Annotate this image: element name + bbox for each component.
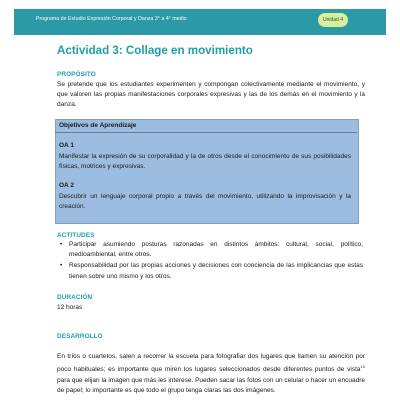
oa-1-code: OA 1 xyxy=(59,142,74,149)
desarrollo-heading: DESARROLLO xyxy=(57,333,103,340)
footnote-marker[interactable]: 10 xyxy=(360,364,365,370)
unit-label: Unidad 4 xyxy=(322,17,343,23)
bullet-icon: • xyxy=(60,262,63,270)
actitud-text: Participar asumiendo posturas razonadas en distintos ámbitos: cultural, social, político, medioambiental, entre otros. xyxy=(69,241,363,259)
list-item xyxy=(57,240,363,260)
actitudes-list xyxy=(57,240,363,283)
desarrollo-text-part-1: En tríos o cuartetos, salen a recorrer la escuela para fotografiar dos lugares que llamen su atención por poco habituales; es importante que miren los lugares seleccionados desde diferentes puntos de vista xyxy=(57,353,365,374)
desarrollo-text xyxy=(57,352,365,396)
oa-2-code: OA 2 xyxy=(59,182,74,189)
duracion-value: 12 horas xyxy=(57,304,83,311)
proposito-heading: PROPÓSITO xyxy=(57,71,96,78)
list-item xyxy=(57,261,363,281)
oa-1-text: Manifestar la expresión de su corporalidad y la de otros desde el conocimiento de sus posibilidades físicas, motrices y expresivas. xyxy=(59,153,351,171)
duracion-heading: DURACIÓN xyxy=(57,294,93,301)
objectives-heading: Objetivos de Aprendizaje xyxy=(59,122,137,129)
page-title: Actividad 3: Collage en movimiento xyxy=(57,44,253,57)
oa-2-text: Descubrir un lenguaje corporal propio a través del movimiento, utilizando la improvisación y la creación. xyxy=(59,193,351,211)
objectives-divider xyxy=(55,132,357,133)
bullet-icon: • xyxy=(60,241,63,248)
proposito-text: Se pretende que los estudiantes experimenten y compongan colectivamente mediante el movimiento, y que valoren las propias manifestaciones corporales expresivas y las de los demás en el movimiento y la danza. xyxy=(57,81,365,109)
actitudes-heading: ACTITUDES xyxy=(57,232,95,239)
desarrollo-text-part-2: para que elijan la imagen que más les interese. Pueden sacar las fotos con un celular o hacer un encuadre de papel; lo importante es que todo el grupo tenga claras las dos imágenes. xyxy=(57,376,365,394)
actitud-text: Responsabilidad por las propias acciones y decisiones con conciencia de las implicancias que estas tienen sobre uno mismo y los otros. xyxy=(69,262,363,280)
program-title: Programa de Estudio Expresión Corporal y Danza 3° a 4° medio xyxy=(36,16,187,22)
